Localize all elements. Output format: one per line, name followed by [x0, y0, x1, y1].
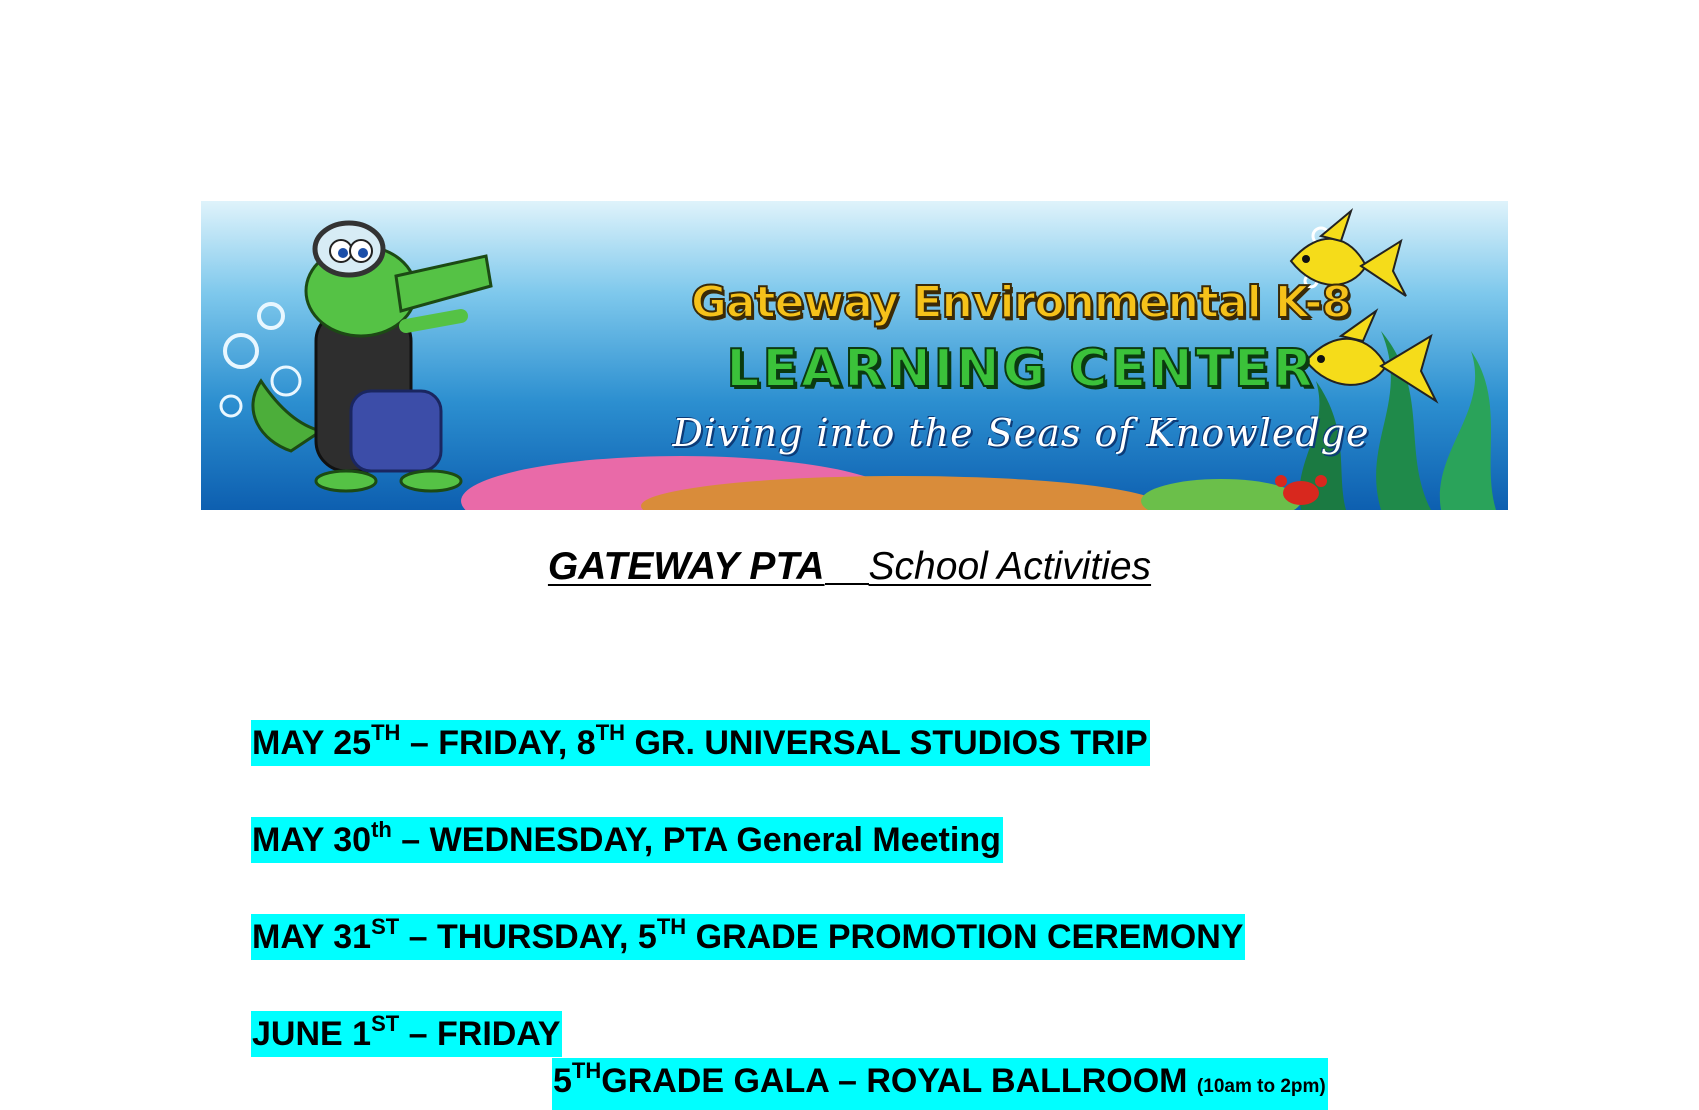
title-activities: School Activities — [868, 545, 1152, 588]
event-date-suffix: TH — [371, 720, 401, 745]
event-date: MAY 25 — [252, 724, 372, 762]
event-text-suffix: TH — [656, 914, 687, 939]
event-text-suffix: TH — [595, 720, 626, 745]
event-dash: – — [400, 724, 439, 762]
event-text: FRIDAY, 8 — [438, 724, 596, 762]
event-text: WEDNESDAY, PTA General Meeting — [429, 821, 1001, 859]
event-item — [251, 720, 1150, 766]
bubble — [272, 367, 300, 395]
title-pta: GATEWAY PTA — [547, 545, 825, 588]
alligator-mascot — [253, 223, 491, 491]
event-item — [251, 1011, 562, 1057]
banner-slogan: Diving into the Seas of Knowledge — [672, 411, 1370, 455]
event-date: JUNE 1 — [252, 1015, 372, 1053]
title-underline-gap — [825, 579, 869, 585]
bubble — [225, 335, 257, 367]
event-date-suffix: ST — [371, 914, 400, 939]
event-date: MAY 31 — [252, 918, 372, 956]
event-date-suffix: th — [371, 817, 392, 842]
event-date: MAY 30 — [252, 821, 372, 859]
school-banner — [201, 201, 1508, 510]
page-title — [0, 545, 1699, 589]
event-text: THURSDAY, 5 — [437, 918, 657, 956]
bubble — [221, 396, 241, 416]
event-sub-number: 5 — [553, 1062, 572, 1100]
event-sub-time: (10am to 2pm) — [1196, 1076, 1326, 1097]
event-sub-text: GRADE GALA – ROYAL BALLROOM — [601, 1062, 1197, 1100]
event-dash: – — [399, 918, 438, 956]
event-dash: – — [399, 1015, 437, 1053]
event-text: GR. UNIVERSAL STUDIOS TRIP — [625, 724, 1148, 762]
banner-learning-center: LEARNING CENTER — [726, 339, 1316, 399]
bubble — [259, 304, 283, 328]
event-subitem — [552, 1058, 1328, 1110]
event-item — [251, 914, 1245, 960]
event-text: GRADE PROMOTION CEREMONY — [686, 918, 1244, 956]
event-date-suffix: ST — [371, 1011, 400, 1036]
event-text: FRIDAY — [437, 1015, 561, 1053]
event-item — [251, 817, 1003, 863]
event-sub-suffix: TH — [571, 1058, 602, 1083]
event-dash: – — [391, 821, 430, 859]
banner-school-name: Gateway Environmental K-8 — [690, 277, 1352, 328]
